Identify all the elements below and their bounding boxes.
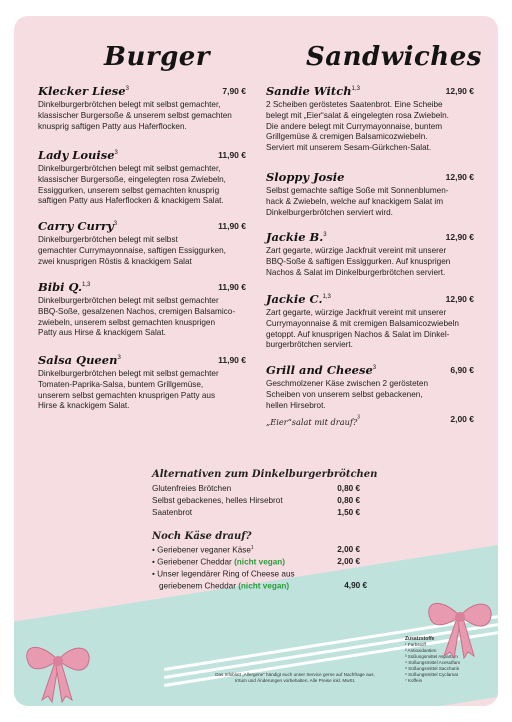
description-line: zwei knusprigen Röstis & knackigem Salat [38,256,192,266]
sandwiches-title: Sandwiches [306,42,482,72]
egg-addon [266,412,474,430]
description-line: BBQ-Soße & saftigen Essiggurken. Auf knusprigen [266,256,451,266]
item-name: Sloppy Josie [266,170,345,184]
description-line: Dinkelburgerbrötchen serviert wird. [266,207,393,217]
cheese-label: • Geriebener veganer Käse [152,545,251,555]
item-name: Grill and Cheese$^3$ [266,363,377,377]
description-line: Nachos & Salat im Dinkelburgerbrötchen serviert. [266,267,446,277]
menu-item [266,84,474,154]
menu-item [38,280,246,339]
description-line: Zart gegarte, würzige Jackfruit vereint mit unserer [266,246,447,255]
item-additive-sup: 1,3 [351,86,360,93]
item-price: 11,90 € [218,221,246,231]
item-price: 12,90 € [445,172,474,182]
alternative-row [152,496,360,505]
item-description [266,308,474,351]
alternative-label: Saatenbrot [152,508,193,517]
cheese-title: Noch Käse drauf? [152,531,252,542]
description-line: Serviert mit unserem Sesam-Gürkchen-Salat. [266,143,432,153]
item-additive-sup: 3 [114,150,118,157]
item-name: Salsa Queen$^3$ [38,353,121,367]
legend-item: ⁴ Süßungsmittel Acesulfam [405,660,461,665]
legend-item: ⁷ Koffein [405,678,423,683]
item-additive-sup: 3 [117,355,121,362]
description-line: Hirse & knackigem Salat. [38,401,130,411]
item-price: 11,90 € [218,355,246,365]
item-name: Klecker Liese$^3$ [38,84,129,98]
item-additive-sup: 1,3 [81,282,91,289]
item-description [266,246,474,278]
item-description [38,369,246,412]
egg-addon-sup: 3 [357,414,361,421]
description-line: Die andere belegt mit Currymayonnaise, buntem [266,121,443,131]
alternative-price: 1,50 € [337,508,360,517]
description-line: Dinkelburgerbrötchen belegt mit selbst gemachter, [38,100,221,109]
item-description [38,164,246,207]
cheese-row [152,557,360,567]
menu-item [38,84,246,132]
alternative-price: 0,80 € [337,484,360,493]
cheese-row [152,569,360,579]
burger-title: Burger [104,42,210,72]
description-line: Dinkelburgerbrötchen belegt mit selbst gemachter [38,369,219,378]
menu-item [266,363,474,411]
description-line: Dinkelburgerbrötchen belegt mit selbst gemachter, [38,164,221,173]
description-line: Dinkelburgerbrötchen belegt mit selbst gemachter [38,296,219,305]
menu-item [38,148,246,207]
cheese-row [152,545,360,555]
item-price: 12,90 € [445,294,474,304]
cheese-label: • Geriebener Cheddar [152,557,232,567]
item-price: 7,90 € [222,86,246,96]
ribbon-bow-icon [420,578,500,660]
egg-addon-label: „Eier“salat mit drauf? [266,417,358,427]
cheese-price: 2,00 € [337,545,360,554]
description-line: BBQ-Soße, gesalzenen Nachos, cremigen Balsamico- [38,306,236,316]
legend-item: ¹ Farbstoff [405,642,426,647]
description-line: gemachter Currymayonnaise, saftigen Essiggurken, [38,245,226,255]
menu-item [38,353,246,412]
description-line: Essiggurken, unserem selbst gemachten knusprig [38,185,220,195]
description-line: knusprig saftigen Patty aus Haferflocken. [38,121,187,131]
legend-item: ⁵ Süßungsmittel Saccharin [405,666,460,671]
item-description [38,296,246,339]
alternative-row [152,484,360,493]
item-additive-sup: 1,3 [322,294,331,301]
legend-title: Zusatzstoffe [405,636,435,642]
description-line: Geschmolzener Käse zwischen 2 gerösteten [266,379,429,388]
alternative-price: 0,80 € [337,496,360,505]
menu-item [266,292,474,351]
cheese-label: • Unser legendärer Ring of Cheese aus [152,569,295,579]
description-line: 2 Scheiben geröstetes Saatenbrot. Eine Scheibe [266,100,443,109]
cheese-row [152,581,367,591]
menu-item [38,219,246,267]
legend-item: ⁶ Süßungsmittel Cyclamat [405,672,458,677]
item-price: 11,90 € [218,150,246,160]
item-name: Bibi Q.$^{1,3}$ [38,280,91,294]
description-line: klassischer Burgersoße, eingelegten rosa Zwiebeln, [38,174,226,184]
legend-item: ³ Süßungsmittel Aspartam [405,654,458,659]
description-line: Scheiben von unserem selbst gebackenen, [266,389,423,399]
description-line: klassischer Burgersoße & unserem selbst gemachten [38,110,232,120]
non-vegan-tag: (nicht vegan) [238,581,290,591]
item-name: Jackie B.$^3$ [266,230,327,244]
item-description [266,186,474,218]
alternative-label: Selbst gebackenes, helles Hirsebrot [152,496,283,505]
description-line: hack & Zwiebeln, welche auf knackigem Salat im [266,196,444,206]
cheese-price: 2,00 € [337,557,360,566]
alternative-row [152,508,360,517]
item-additive-sup: 3 [125,86,129,93]
description-line: Patty aus Hirse & knackigem Salat. [38,328,166,338]
footer-line: Das Infoblatt „Allergene“ händigt euch unser Service gerne auf Nachfrage aus. [215,672,375,677]
description-line: hellen Hirsebrot. [266,400,326,410]
footer-line: Irrtum und Änderungen vorbehalten. Alle Preise inkl. MwSt. [234,678,356,683]
cheese-label: geriebenem Cheddar [159,581,236,591]
alternatives-title: Alternativen zum Dinkelburgerbrötchen [152,469,378,480]
item-price: 12,90 € [445,86,474,96]
item-additive-sup: 3 [372,365,377,372]
egg-addon-price: 2,00 € [450,414,474,424]
description-line: getoppt. Auf knusprigen Nachos & Salat im Dinkel- [266,329,450,339]
menu-item [266,170,474,218]
item-additive-sup: 3 [113,221,118,228]
item-description [38,100,246,132]
item-price: 12,90 € [445,232,474,242]
alternative-label: Glutenfreies Brötchen [152,484,232,493]
description-line: belegt mit „Eier“salat & eingelegten rosa Zwiebeln. [266,110,449,120]
description-line: Currymayonnaise & mit cremigen Balsamicozwiebeln [266,318,459,328]
description-line: Tomaten-Paprika-Salsa, buntem Grillgemüse, [38,379,204,389]
description-line: saftigen Patty aus Haferflocken & knackigem Salat. [38,196,224,206]
ribbon-bow-icon [18,622,98,704]
description-line: burgerbrötchen serviert. [266,340,353,350]
item-name: Jackie C.$^{1,3}$ [266,292,331,306]
description-line: Grillgemüse & cremigen Balsamicozwiebeln. [266,132,428,142]
item-description [266,100,474,154]
item-name: Lady Louise$^3$ [38,148,118,162]
cheese-sup: 1 [250,545,254,551]
cheese-price: 4,90 € [344,581,367,590]
description-line: zwiebeln, unserem selbst gemachten knusprigen [38,317,216,327]
legend-item: ² Antioxidantien [405,648,437,653]
non-vegan-tag: (nicht vegan) [234,557,286,567]
item-description [38,235,246,267]
item-name: Sandie Witch$^{1,3}$ [266,84,360,98]
description-line: Selbst gemachte saftige Soße mit Sonnenblumen- [266,186,449,195]
description-line: Zart gegarte, würzige Jackfruit vereint mit unserer [266,308,447,317]
menu-item [266,230,474,278]
item-description [266,379,474,411]
item-price: 11,90 € [218,282,246,292]
item-name: Carry Curry$^3$ [38,219,118,233]
item-additive-sup: 3 [323,232,327,239]
item-price: 6,90 € [450,365,474,375]
description-line: unserem selbst gemachten knusprigen Patty aus [38,390,216,400]
footer-note [190,672,400,684]
description-line: Dinkelburgerbrötchen belegt mit selbst [38,235,178,244]
